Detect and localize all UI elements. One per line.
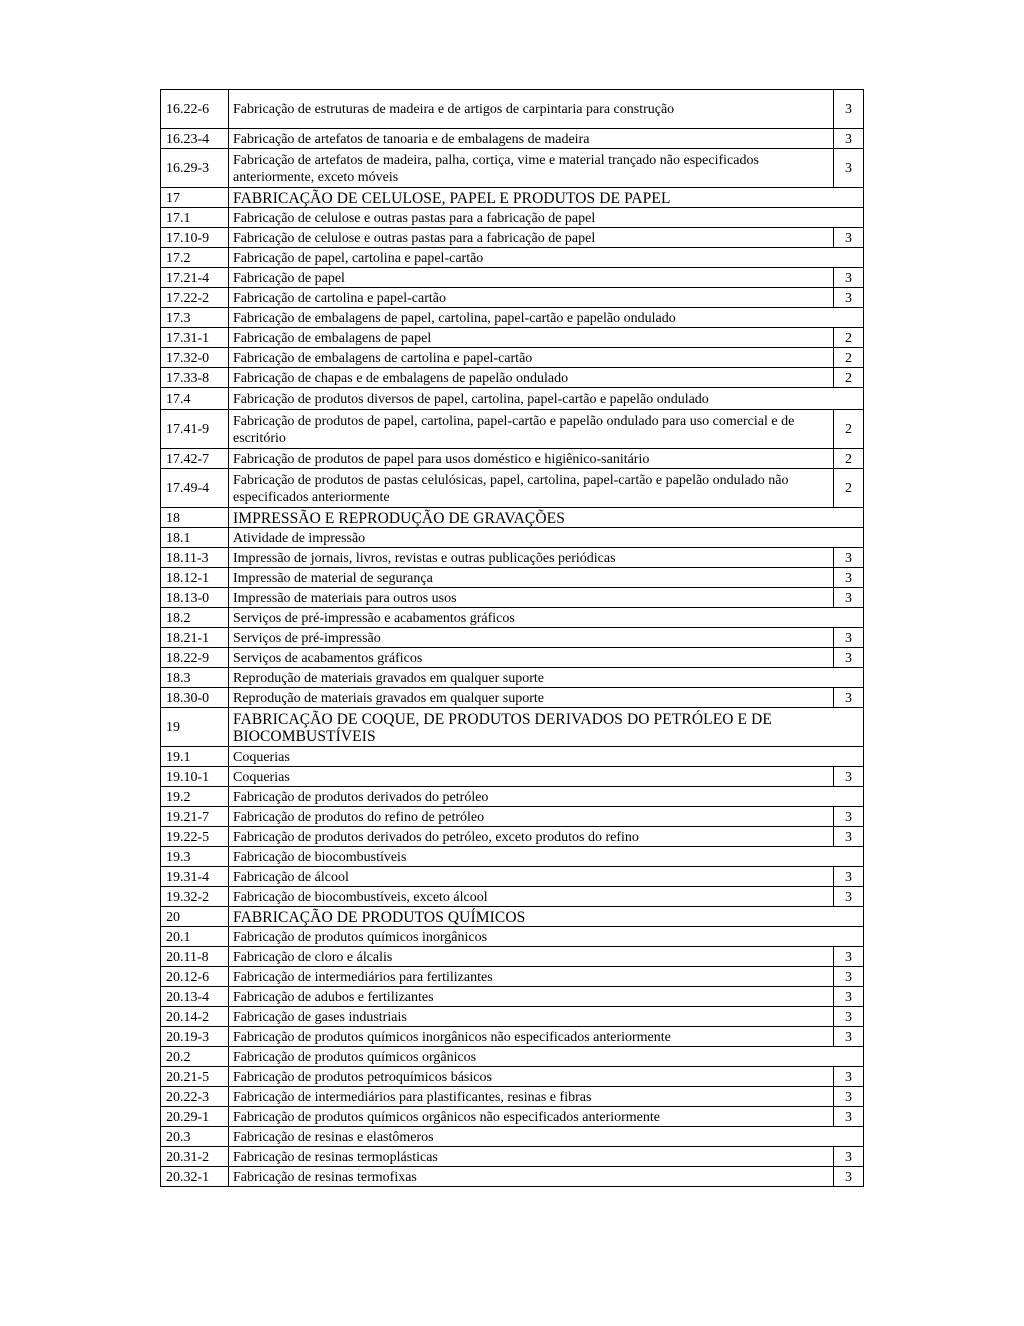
- section-row: [161, 188, 864, 208]
- activity-description-cell: Fabricação de chapas e de embalagens de papelão ondulado: [229, 368, 834, 388]
- activity-code-cell: 18.21-1: [161, 628, 229, 648]
- table-row: [161, 410, 864, 449]
- table-row: [161, 308, 864, 328]
- table-row: [161, 1067, 864, 1087]
- table-row: [161, 688, 864, 708]
- risk-degree-cell: 3: [834, 1087, 864, 1107]
- risk-degree-cell: 3: [834, 807, 864, 827]
- activity-description-cell: Fabricação de produtos do refino de petróleo: [229, 807, 834, 827]
- activity-description-cell: Serviços de acabamentos gráficos: [229, 648, 834, 668]
- activity-description-cell: Fabricação de produtos de papel para usos doméstico e higiênico-sanitário: [229, 449, 834, 469]
- risk-degree-cell: 3: [834, 288, 864, 308]
- risk-degree-cell: 2: [834, 348, 864, 368]
- risk-degree-cell: 3: [834, 628, 864, 648]
- table-row: [161, 807, 864, 827]
- activity-code-cell: 17.41-9: [161, 410, 229, 449]
- activity-code-cell: 17.42-7: [161, 449, 229, 469]
- activity-code-cell: 18: [161, 508, 229, 528]
- table-row: [161, 1127, 864, 1147]
- activity-description-cell: Fabricação de embalagens de papel, cartolina, papel-cartão e papelão ondulado: [229, 308, 864, 328]
- table-row: [161, 967, 864, 987]
- activity-code-cell: 17.21-4: [161, 268, 229, 288]
- activity-code-cell: 17.22-2: [161, 288, 229, 308]
- activity-code-cell: 18.3: [161, 668, 229, 688]
- activity-code-cell: 19.1: [161, 747, 229, 767]
- activity-code-cell: 18.13-0: [161, 588, 229, 608]
- activity-description-cell: FABRICAÇÃO DE PRODUTOS QUÍMICOS: [229, 907, 864, 927]
- table-row: [161, 987, 864, 1007]
- activity-description-cell: Fabricação de produtos derivados do petróleo: [229, 787, 864, 807]
- activity-code-cell: 20.1: [161, 927, 229, 947]
- activity-description-cell: Serviços de pré-impressão e acabamentos gráficos: [229, 608, 864, 628]
- activity-code-cell: 17.33-8: [161, 368, 229, 388]
- activity-description-cell: Fabricação de produtos químicos inorgânicos não especificados anteriormente: [229, 1027, 834, 1047]
- activity-code-cell: 17.2: [161, 248, 229, 268]
- table-row: [161, 787, 864, 807]
- activity-description-cell: Fabricação de intermediários para fertilizantes: [229, 967, 834, 987]
- activity-code-cell: 20.14-2: [161, 1007, 229, 1027]
- table-row: [161, 867, 864, 887]
- activity-code-cell: 19.3: [161, 847, 229, 867]
- table-row: [161, 847, 864, 867]
- activity-description-cell: FABRICAÇÃO DE CELULOSE, PAPEL E PRODUTOS DE PAPEL: [229, 188, 864, 208]
- activity-code-cell: 20: [161, 907, 229, 927]
- activity-description-cell: Fabricação de produtos diversos de papel, cartolina, papel-cartão e papelão ondulado: [229, 388, 864, 410]
- table-row: [161, 1027, 864, 1047]
- activity-description-cell: Coquerias: [229, 747, 864, 767]
- risk-degree-cell: 3: [834, 588, 864, 608]
- activity-description-cell: Fabricação de produtos químicos inorgânicos: [229, 927, 864, 947]
- activity-code-cell: 17.4: [161, 388, 229, 410]
- activity-code-cell: 20.29-1: [161, 1107, 229, 1127]
- table-body: [161, 90, 864, 1187]
- activity-description-cell: Fabricação de artefatos de tanoaria e de embalagens de madeira: [229, 129, 834, 149]
- activity-code-cell: 20.2: [161, 1047, 229, 1067]
- table-row: [161, 1047, 864, 1067]
- risk-degree-cell: 3: [834, 268, 864, 288]
- risk-degree-cell: 2: [834, 328, 864, 348]
- table-row: [161, 747, 864, 767]
- activity-description-cell: Fabricação de artefatos de madeira, palha, cortiça, vime e material trançado não especificados anteriormente, exceto móveis: [229, 149, 834, 188]
- table-row: [161, 449, 864, 469]
- activity-description-cell: Fabricação de adubos e fertilizantes: [229, 987, 834, 1007]
- activity-description-cell: Impressão de materiais para outros usos: [229, 588, 834, 608]
- activity-description-cell: Impressão de jornais, livros, revistas e outras publicações periódicas: [229, 548, 834, 568]
- activity-code-cell: 20.21-5: [161, 1067, 229, 1087]
- table-row: [161, 388, 864, 410]
- risk-degree-cell: 3: [834, 767, 864, 787]
- activity-description-cell: Fabricação de produtos químicos orgânicos não especificados anteriormente: [229, 1107, 834, 1127]
- activity-code-cell: 20.13-4: [161, 987, 229, 1007]
- activity-description-cell: Fabricação de embalagens de papel: [229, 328, 834, 348]
- activity-code-cell: 17.1: [161, 208, 229, 228]
- risk-degree-cell: 3: [834, 827, 864, 847]
- risk-degree-cell: 3: [834, 90, 864, 129]
- table-row: [161, 1007, 864, 1027]
- activity-description-cell: Fabricação de produtos químicos orgânicos: [229, 1047, 864, 1067]
- risk-degree-cell: 3: [834, 568, 864, 588]
- activity-description-cell: Coquerias: [229, 767, 834, 787]
- table-row: [161, 348, 864, 368]
- activity-code-cell: 17.32-0: [161, 348, 229, 368]
- table-row: [161, 608, 864, 628]
- activity-code-cell: 19.31-4: [161, 867, 229, 887]
- risk-degree-cell: 2: [834, 368, 864, 388]
- table-row: [161, 767, 864, 787]
- risk-degree-cell: 3: [834, 1007, 864, 1027]
- activity-description-cell: Serviços de pré-impressão: [229, 628, 834, 648]
- activity-code-cell: 18.30-0: [161, 688, 229, 708]
- activity-code-cell: 17.49-4: [161, 469, 229, 508]
- activity-description-cell: FABRICAÇÃO DE COQUE, DE PRODUTOS DERIVADOS DO PETRÓLEO E DE BIOCOMBUSTÍVEIS: [229, 708, 864, 747]
- activity-code-cell: 19.10-1: [161, 767, 229, 787]
- table-row: [161, 248, 864, 268]
- table-row: [161, 528, 864, 548]
- table-row: [161, 628, 864, 648]
- activity-code-cell: 20.12-6: [161, 967, 229, 987]
- activity-description-cell: Fabricação de resinas termoplásticas: [229, 1147, 834, 1167]
- table-row: [161, 469, 864, 508]
- table-row: [161, 90, 864, 129]
- table-row: [161, 1167, 864, 1187]
- risk-degree-cell: 3: [834, 987, 864, 1007]
- risk-degree-cell: 2: [834, 410, 864, 449]
- risk-degree-cell: 2: [834, 469, 864, 508]
- activity-description-cell: Fabricação de álcool: [229, 867, 834, 887]
- activity-description-cell: Fabricação de biocombustíveis, exceto álcool: [229, 887, 834, 907]
- risk-degree-cell: 3: [834, 887, 864, 907]
- activity-description-cell: Fabricação de intermediários para plastificantes, resinas e fibras: [229, 1087, 834, 1107]
- activity-description-cell: Fabricação de cloro e álcalis: [229, 947, 834, 967]
- activity-description-cell: Atividade de impressão: [229, 528, 864, 548]
- activity-description-cell: Reprodução de materiais gravados em qualquer suporte: [229, 668, 864, 688]
- risk-degree-cell: 3: [834, 867, 864, 887]
- table-row: [161, 288, 864, 308]
- table-row: [161, 588, 864, 608]
- activity-code-cell: 18.11-3: [161, 548, 229, 568]
- table-row: [161, 208, 864, 228]
- activity-code-cell: 18.12-1: [161, 568, 229, 588]
- risk-degree-cell: 3: [834, 149, 864, 188]
- activity-code-cell: 20.11-8: [161, 947, 229, 967]
- section-row: [161, 708, 864, 747]
- risk-degree-cell: 3: [834, 228, 864, 248]
- activity-code-cell: 17: [161, 188, 229, 208]
- section-row: [161, 907, 864, 927]
- table-row: [161, 548, 864, 568]
- activity-code-cell: 16.22-6: [161, 90, 229, 129]
- table-row: [161, 827, 864, 847]
- risk-degree-cell: 2: [834, 449, 864, 469]
- activity-code-cell: 19.32-2: [161, 887, 229, 907]
- activity-description-cell: Fabricação de produtos de pastas celulósicas, papel, cartolina, papel-cartão e papelão ondulado não especificados anteriormente: [229, 469, 834, 508]
- activity-description-cell: Fabricação de resinas e elastômeros: [229, 1127, 864, 1147]
- activity-description-cell: Fabricação de gases industriais: [229, 1007, 834, 1027]
- activity-code-cell: 18.22-9: [161, 648, 229, 668]
- activity-description-cell: Fabricação de celulose e outras pastas para a fabricação de papel: [229, 208, 864, 228]
- table-row: [161, 568, 864, 588]
- activity-code-cell: 20.3: [161, 1127, 229, 1147]
- table-row: [161, 668, 864, 688]
- table-row: [161, 1107, 864, 1127]
- activity-description-cell: Fabricação de biocombustíveis: [229, 847, 864, 867]
- activity-code-cell: 16.23-4: [161, 129, 229, 149]
- activity-code-cell: 19.22-5: [161, 827, 229, 847]
- activity-code-cell: 18.2: [161, 608, 229, 628]
- activity-code-cell: 16.29-3: [161, 149, 229, 188]
- risk-degree-cell: 3: [834, 688, 864, 708]
- activity-code-cell: 20.31-2: [161, 1147, 229, 1167]
- risk-degree-cell: 3: [834, 947, 864, 967]
- table-row: [161, 129, 864, 149]
- risk-degree-cell: 3: [834, 1067, 864, 1087]
- activity-description-cell: Fabricação de resinas termofixas: [229, 1167, 834, 1187]
- activity-description-cell: Impressão de material de segurança: [229, 568, 834, 588]
- activity-code-cell: 17.10-9: [161, 228, 229, 248]
- table-row: [161, 149, 864, 188]
- risk-degree-cell: 3: [834, 967, 864, 987]
- activity-description-cell: Fabricação de cartolina e papel-cartão: [229, 288, 834, 308]
- table-row: [161, 1087, 864, 1107]
- risk-degree-cell: 3: [834, 1167, 864, 1187]
- activity-code-cell: 20.32-1: [161, 1167, 229, 1187]
- activity-description-cell: Fabricação de celulose e outras pastas para a fabricação de papel: [229, 228, 834, 248]
- activity-code-cell: 20.22-3: [161, 1087, 229, 1107]
- table-row: [161, 947, 864, 967]
- cnae-activity-table: [160, 89, 864, 1187]
- table-row: [161, 228, 864, 248]
- table-row: [161, 368, 864, 388]
- table-row: [161, 927, 864, 947]
- activity-description-cell: Fabricação de papel: [229, 268, 834, 288]
- risk-degree-cell: 3: [834, 1107, 864, 1127]
- activity-code-cell: 17.31-1: [161, 328, 229, 348]
- activity-code-cell: 18.1: [161, 528, 229, 548]
- table-row: [161, 648, 864, 668]
- activity-description-cell: IMPRESSÃO E REPRODUÇÃO DE GRAVAÇÕES: [229, 508, 864, 528]
- table-row: [161, 1147, 864, 1167]
- table-row: [161, 328, 864, 348]
- activity-description-cell: Fabricação de produtos de papel, cartolina, papel-cartão e papelão ondulado para uso comercial e de escritório: [229, 410, 834, 449]
- section-row: [161, 508, 864, 528]
- risk-degree-cell: 3: [834, 648, 864, 668]
- activity-code-cell: 19: [161, 708, 229, 747]
- activity-code-cell: 17.3: [161, 308, 229, 328]
- activity-description-cell: Reprodução de materiais gravados em qualquer suporte: [229, 688, 834, 708]
- risk-degree-cell: 3: [834, 1027, 864, 1047]
- activity-code-cell: 19.2: [161, 787, 229, 807]
- activity-description-cell: Fabricação de papel, cartolina e papel-cartão: [229, 248, 864, 268]
- table-row: [161, 268, 864, 288]
- activity-description-cell: Fabricação de produtos derivados do petróleo, exceto produtos do refino: [229, 827, 834, 847]
- activity-code-cell: 19.21-7: [161, 807, 229, 827]
- table-row: [161, 887, 864, 907]
- risk-degree-cell: 3: [834, 1147, 864, 1167]
- activity-code-cell: 20.19-3: [161, 1027, 229, 1047]
- activity-description-cell: Fabricação de embalagens de cartolina e papel-cartão: [229, 348, 834, 368]
- risk-degree-cell: 3: [834, 129, 864, 149]
- risk-degree-cell: 3: [834, 548, 864, 568]
- activity-description-cell: Fabricação de estruturas de madeira e de artigos de carpintaria para construção: [229, 90, 834, 129]
- activity-description-cell: Fabricação de produtos petroquímicos básicos: [229, 1067, 834, 1087]
